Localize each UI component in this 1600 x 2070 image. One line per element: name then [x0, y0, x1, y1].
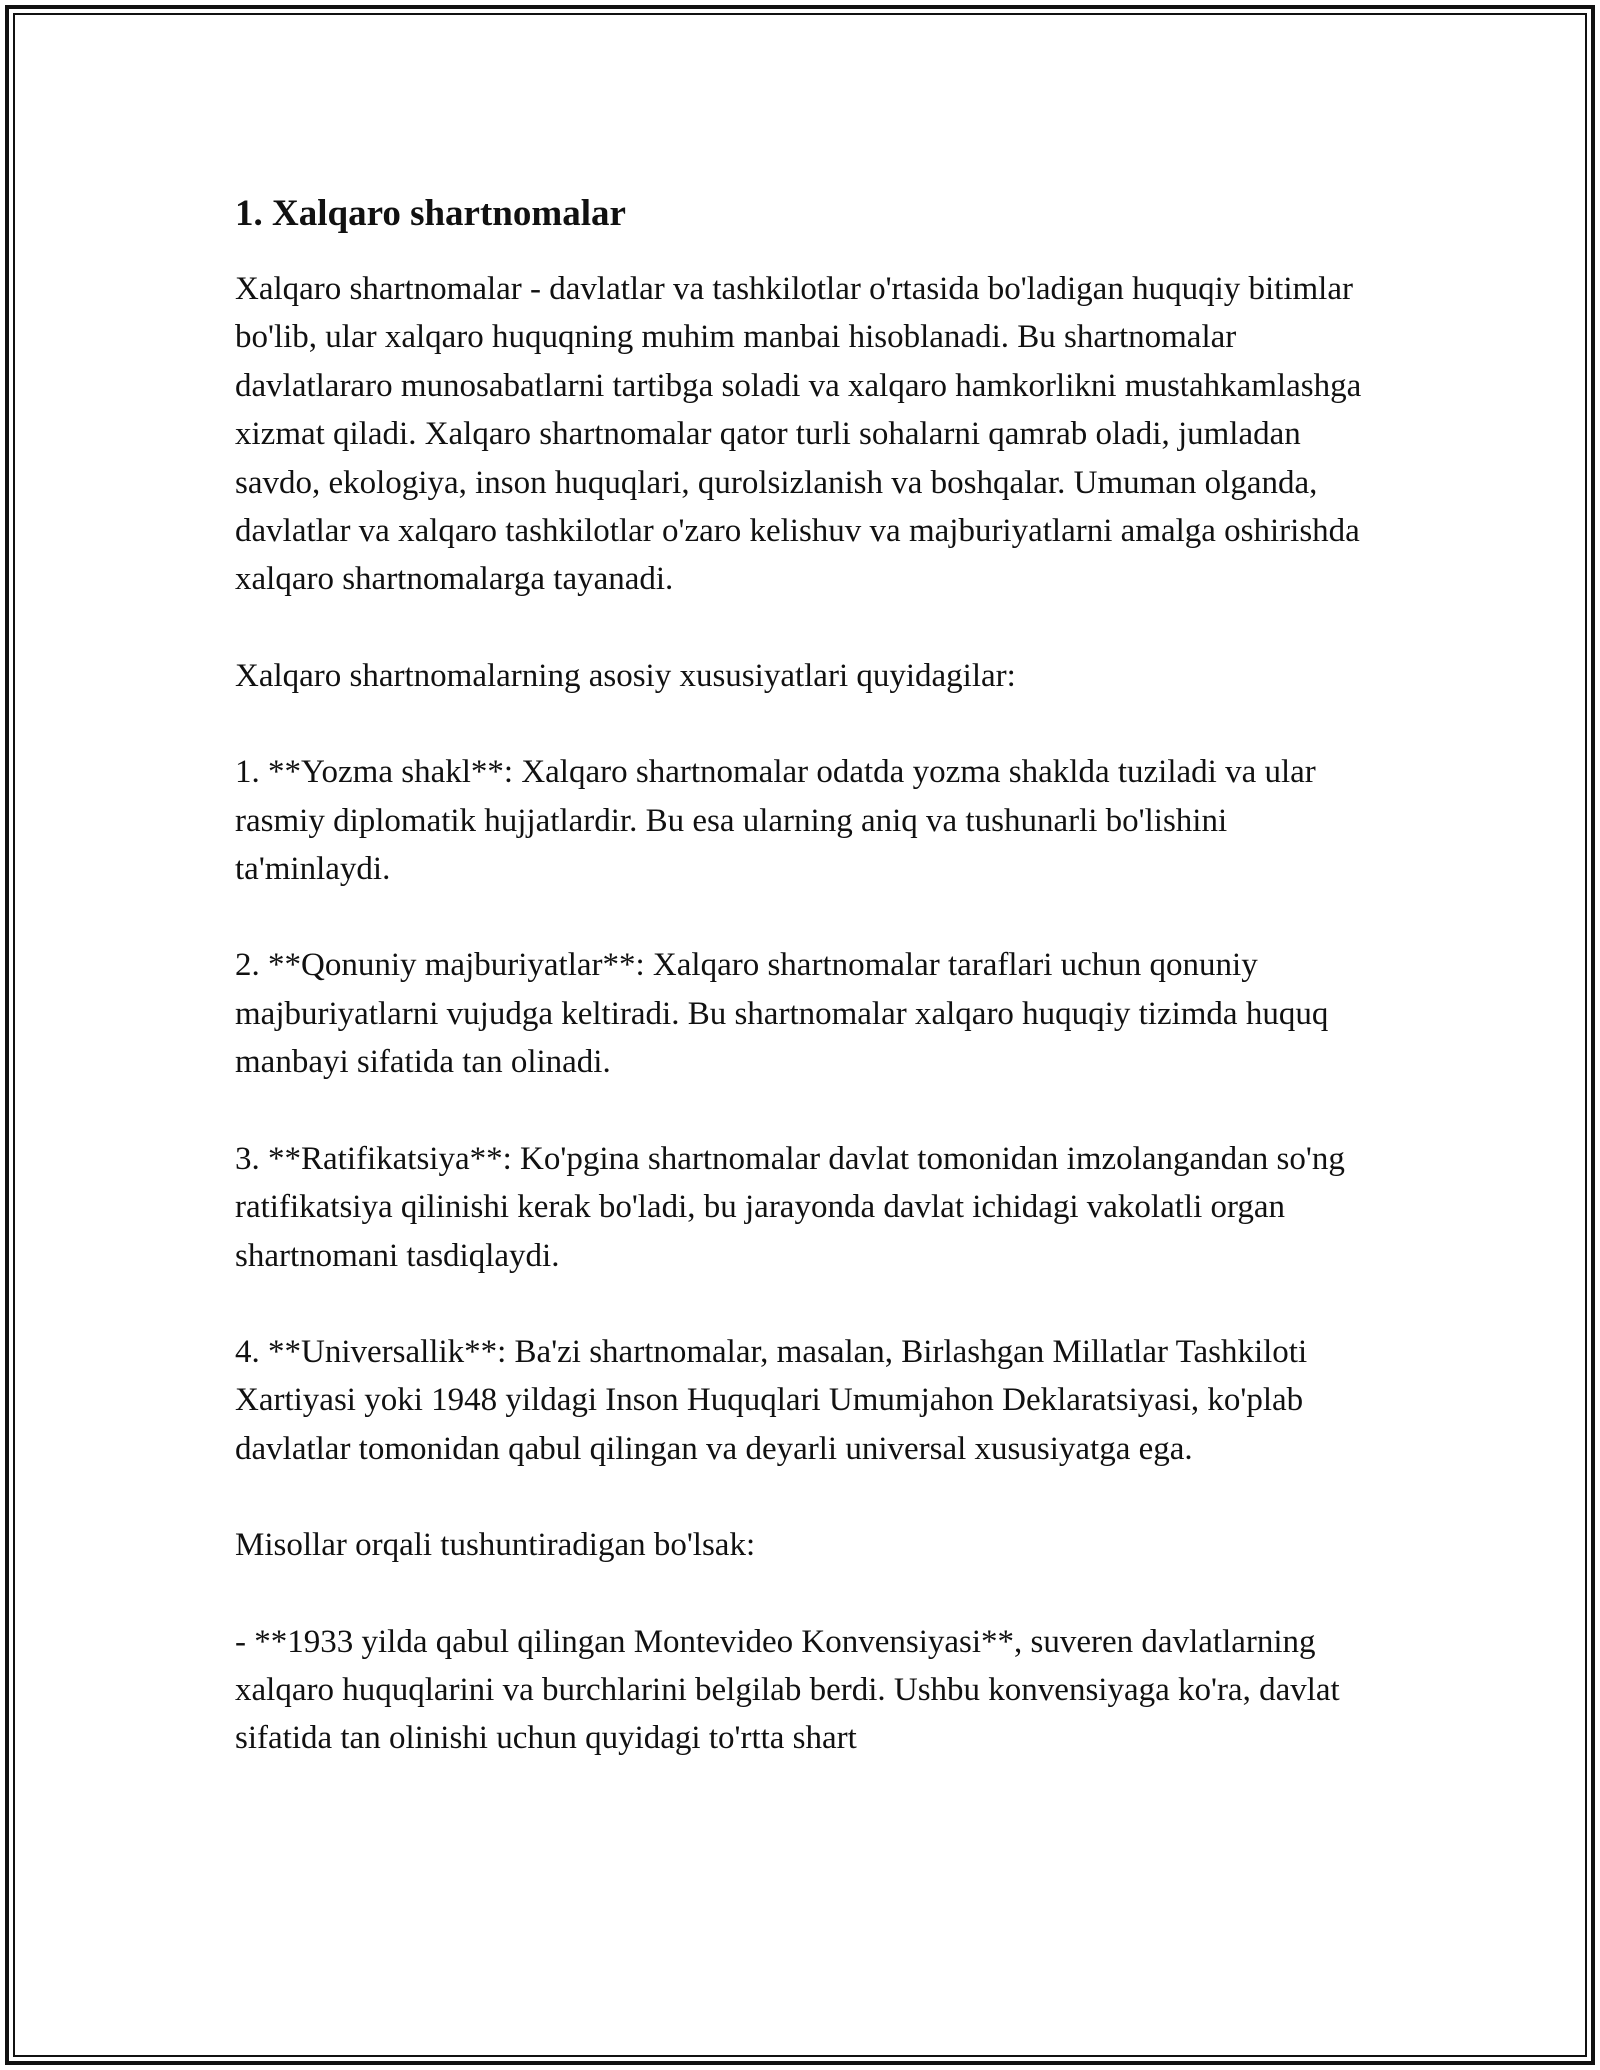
feature-item-legal-obligations: 2. **Qonuniy majburiyatlar**: Xalqaro shartnomalar taraflari uchun qonuniy majburiyatlarni vujudga keltiradi. Bu shartnomalar xalqaro huquqiy tizimda huquq manbayi sifatida tan olinadi.	[235, 947, 1329, 1081]
features-lead-paragraph: Xalqaro shartnomalarning asosiy xususiyatlari quyidagilar:	[235, 657, 1016, 694]
intro-paragraph: Xalqaro shartnomalar - davlatlar va tashkilotlar o'rtasida bo'ladigan huquqiy bitimlar bo'lib, ular xalqaro huquqning muhim manbai hisoblanadi. Bu shartnomalar davlatlararo munosabatlarni tartibga soladi va xalqaro hamkorlikni mustahkamlashga xizmat qiladi. Xalqaro shartnomalar qator turli sohalarni qamrab oladi, jumladan savdo, ekologiya, inson huquqlari, qurolsizlanish va boshqalar. Umuman olganda, davlatlar va xalqaro tashkilotlar o'zaro kelishuv va majburiyatlarni amalga oshirishda xalqaro shartnomalarga tayanadi.	[235, 271, 1362, 598]
feature-item-ratification: 3. **Ratifikatsiya**: Ko'pgina shartnomalar davlat tomonidan imzolangandan so'ng ratifikatsiya qilinishi kerak bo'ladi, bu jarayonda davlat ichidagi vakolatli organ shartnomani tasdiqlaydi.	[235, 1140, 1345, 1274]
example-item-montevideo: - **1933 yilda qabul qilingan Montevideo Konvensiyasi**, suveren davlatlarning xalqaro huquqlarini va burchlarini belgilab berdi. Ushbu konvensiyaga ko'ra, davlat sifatida tan olinishi uchun quyidagi to'rtta shart	[235, 1623, 1340, 1757]
document-body	[235, 185, 1375, 1763]
document-title: 1. Xalqaro shartnomalar	[235, 193, 626, 234]
examples-lead-paragraph: Misollar orqali tushuntiradigan bo'lsak:	[235, 1527, 756, 1564]
feature-item-written-form: 1. **Yozma shakl**: Xalqaro shartnomalar odatda yozma shaklda tuziladi va ular rasmiy diplomatik hujjatlardir. Bu esa ularning aniq va tushunarli bo'lishini ta'minlaydi.	[235, 754, 1316, 888]
feature-item-universality: 4. **Universallik**: Ba'zi shartnomalar, masalan, Birlashgan Millatlar Tashkiloti Xartiyasi yoki 1948 yildagi Inson Huquqlari Umumjahon Deklaratsiyasi, ko'plab davlatlar tomonidan qabul qilingan va deyarli universal xususiyatga ega.	[235, 1333, 1308, 1467]
